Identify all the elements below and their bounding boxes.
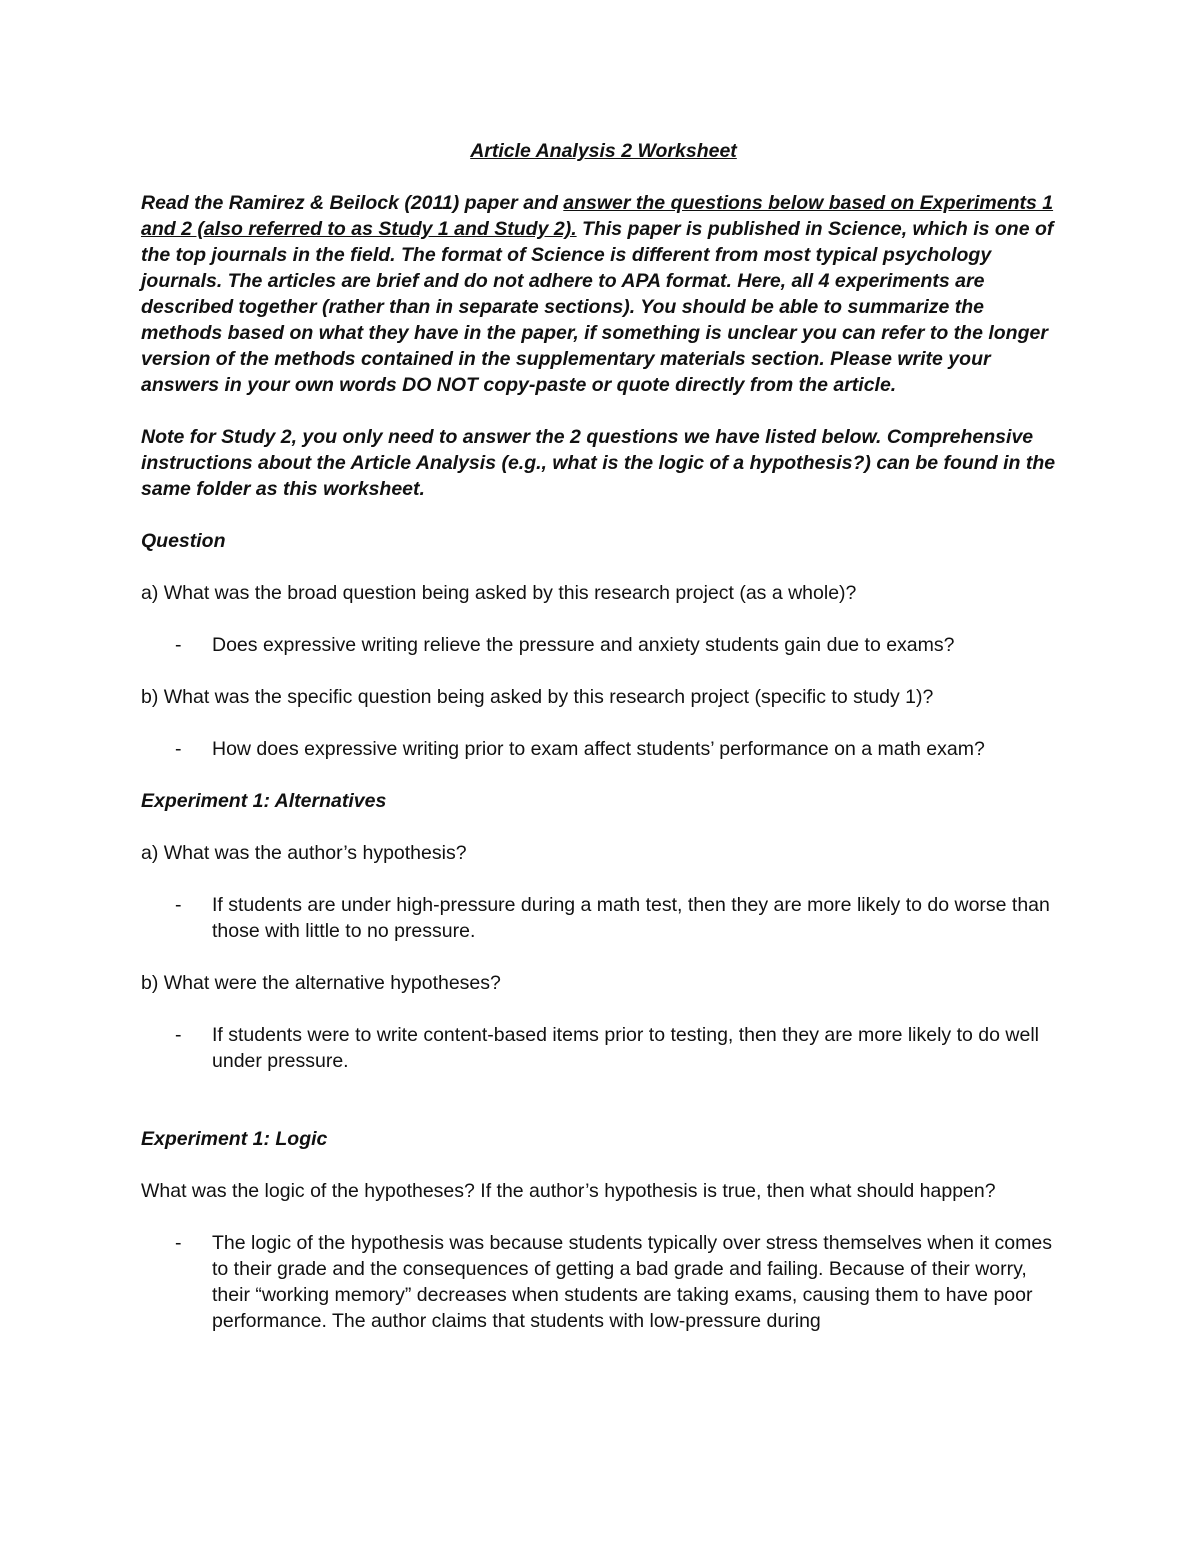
bullet-dash: - xyxy=(175,894,182,916)
question-logic: What was the logic of the hypotheses? If the author’s hypothesis is true, then what should happen? xyxy=(141,1180,996,1202)
worksheet-page xyxy=(141,138,1066,1360)
section-heading-question: Question xyxy=(141,530,226,552)
answer-hypothesis xyxy=(141,892,1066,944)
question-broad: a) What was the broad question being asked by this research project (as a whole)? xyxy=(141,582,857,604)
section-heading-logic: Experiment 1: Logic xyxy=(141,1128,328,1150)
bullet-dash: - xyxy=(175,1232,182,1254)
question-hypothesis: a) What was the author’s hypothesis? xyxy=(141,842,467,864)
answer-alternative-hypotheses xyxy=(141,1022,1066,1074)
page-title: Article Analysis 2 Worksheet xyxy=(470,140,737,162)
answer-text: If students were to write content-based items prior to testing, then they are more likely to do well under pressure. xyxy=(212,1024,1039,1072)
answer-specific xyxy=(141,736,1066,762)
answer-broad xyxy=(141,632,1066,658)
intro-paragraph xyxy=(141,190,1066,398)
spacer xyxy=(141,1100,1066,1126)
section-heading-alternatives: Experiment 1: Alternatives xyxy=(141,790,387,812)
bullet-dash: - xyxy=(175,738,182,760)
bullet-dash: - xyxy=(175,634,182,656)
answer-logic xyxy=(141,1230,1066,1334)
question-alternative-hypotheses: b) What were the alternative hypotheses? xyxy=(141,972,501,994)
answer-text: If students are under high-pressure during a math test, then they are more likely to do worse than those with little to no pressure. xyxy=(212,894,1050,942)
note-paragraph: Note for Study 2, you only need to answer the 2 questions we have listed below. Comprehensive instructions about the Article Analysis (e.g., what is the logic of a hypothesis?) can be found in the same folder as this worksheet. xyxy=(141,426,1056,500)
answer-text: How does expressive writing prior to exam affect students’ performance on a math exam? xyxy=(212,738,985,760)
intro-underlined-instruction: answer the questions below based on Experiments 1 and 2 (also referred to as Study 1 and Study 2). xyxy=(141,192,1054,240)
answer-text: The logic of the hypothesis was because students typically over stress themselves when it comes to their grade and the consequences of getting a bad grade and failing. Because of their worry, their “working memory” decreases when students are taking exams, causing them to have poor performance. The author claims that students with low-pressure during xyxy=(212,1232,1052,1332)
question-specific: b) What was the specific question being asked by this research project (specific to study 1)? xyxy=(141,686,934,708)
bullet-dash: - xyxy=(175,1024,182,1046)
intro-text-start: Read the Ramirez & Beilock (2011) paper and xyxy=(141,192,564,214)
intro-text-rest: This paper is published in Science, which is one of the top journals in the field. The format of Science is different from most typical psychology journals. The articles are brief and do not adhere to APA format. Here, all 4 experiments are described together (rather than in separate sections). You should be able to summarize the methods based on what they have in the paper, if something is unclear you can refer to the longer version of the methods contained in the supplementary materials section. Please write your answers in your own words DO NOT copy-paste or quote directly from the article. xyxy=(141,218,1054,396)
answer-text: Does expressive writing relieve the pressure and anxiety students gain due to exams? xyxy=(212,634,955,656)
